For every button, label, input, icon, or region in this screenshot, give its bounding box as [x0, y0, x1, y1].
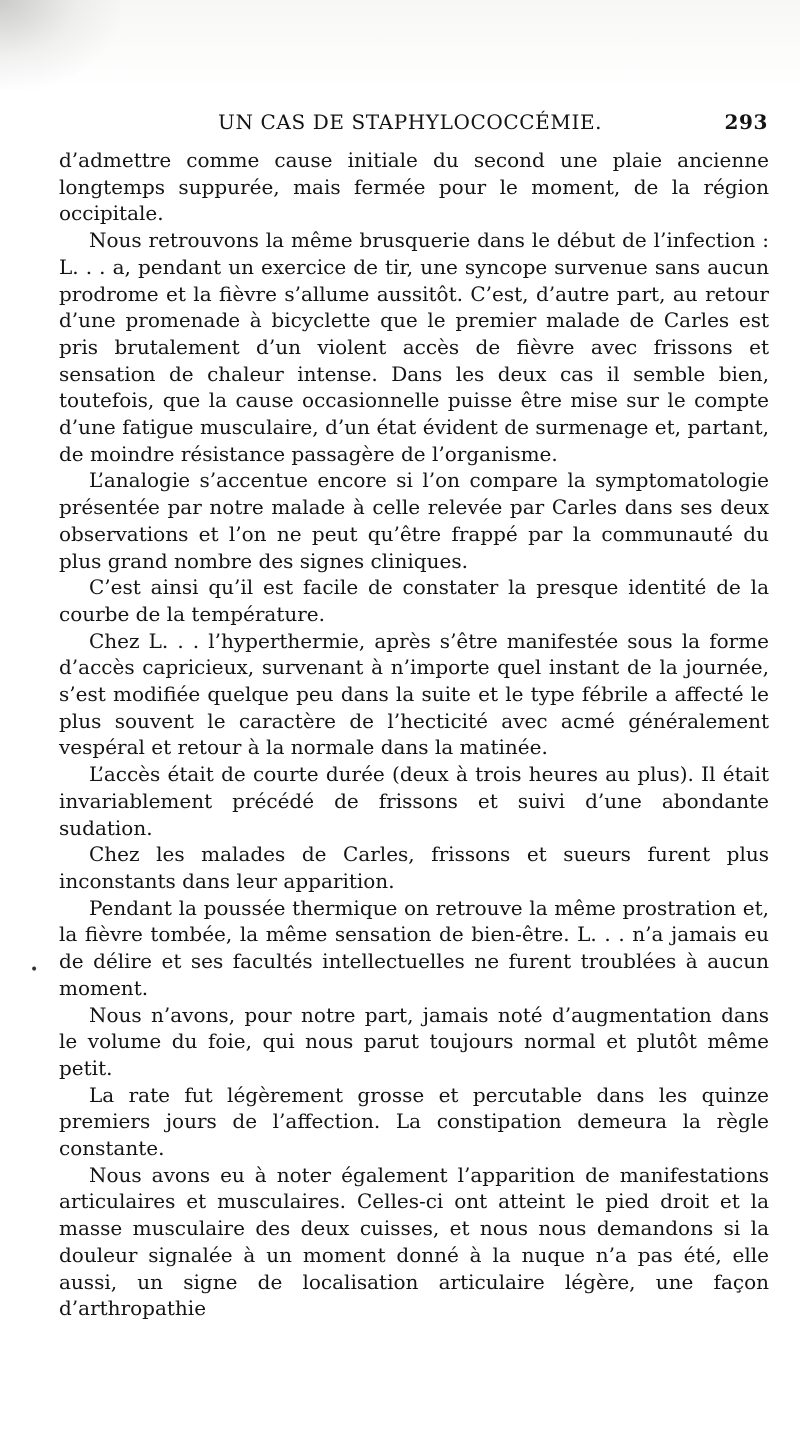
- paragraph: L’accès était de courte durée (deux à trois heures au plus). Il était invariablement précédé de frissons et suivi d’une abondante sudation.: [59, 762, 769, 840]
- paragraph: L’analogie s’accentue encore si l’on compare la symptomatologie présentée par notre malade à celle relevée par Carles dans ses deux observations et l’on ne peut qu’être frappé par la communauté du plus grand nombre des signes cliniques.: [59, 468, 769, 573]
- paragraph: La rate fut légèrement grosse et percutable dans les quinze premiers jours de l’affection. La constipation demeura la règle constante.: [59, 1082, 769, 1161]
- scan-shadow: [0, 0, 120, 90]
- paragraph: Chez les malades de Carles, frissons et sueurs furent plus inconstants dans leur apparition.: [59, 842, 769, 893]
- running-title: UN CAS DE STAPHYLOCOCCÉMIE.: [218, 110, 603, 134]
- paragraph: Nous avons eu à noter également l’apparition de manifestations articulaires et musculaires. Celles-ci ont atteint le pied droit et la masse musculaire des deux cuisses, et nous nous demandons si la douleur signalée à un moment donné à la nuque n’a pas été, elle aussi, un signe de localisation articulaire légère, une façon d’arthropathie: [59, 1162, 769, 1321]
- paragraph: Pendant la poussée thermique on retrouve la même prostration et, la fièvre tombée, la même sensation de bien-être. L. . . n’a jamais eu de délire et ses facultés intellectuelles ne furent troublées à aucun moment.: [59, 895, 769, 1000]
- paragraph: C’est ainsi qu’il est facile de constater la presque identité de la courbe de la température.: [59, 575, 769, 626]
- page-number: 293: [724, 110, 768, 134]
- paragraph: d’admettre comme cause initiale du second une plaie ancienne longtemps suppurée, mais fermée pour le moment, de la région occipitale.: [59, 148, 769, 226]
- paragraph: Nous n’avons, pour notre part, jamais noté d’augmentation dans le volume du foie, qui nous parut toujours normal et plutôt même petit.: [59, 1002, 769, 1080]
- page-header: [218, 110, 768, 144]
- paragraph: Chez L. . . l’hyperthermie, après s’être manifestée sous la forme d’accès capricieux, survenant à n’importe quel instant de la journée, s’est modifiée quelque peu dans la suite et le type fébrile a affecté le plus souvent le caractère de l’hecticité avec acmé généralement vespéral et retour à la normale dans la matinée.: [59, 628, 769, 760]
- paragraph: Nous retrouvons la même brusquerie dans le début de l’infection : L. . . a, pendant un exercice de tir, une syncope survenue sans aucun prodrome et la fièvre s’allume aussitôt. C’est, d’autre part, au retour d’une promenade à bicyclette que le premier malade de Carles est pris brutalement d’un violent accès de fièvre avec frissons et sensation de chaleur intense. Dans les deux cas il semble bien, toutefois, que la cause occasionnelle puisse être mise sur le compte d’une fatigue musculaire, d’un état évident de surmenage et, partant, de moindre résistance passagère de l’organisme.: [59, 228, 769, 466]
- body-text: [59, 147, 769, 1322]
- margin-dot-mark: •: [30, 962, 39, 978]
